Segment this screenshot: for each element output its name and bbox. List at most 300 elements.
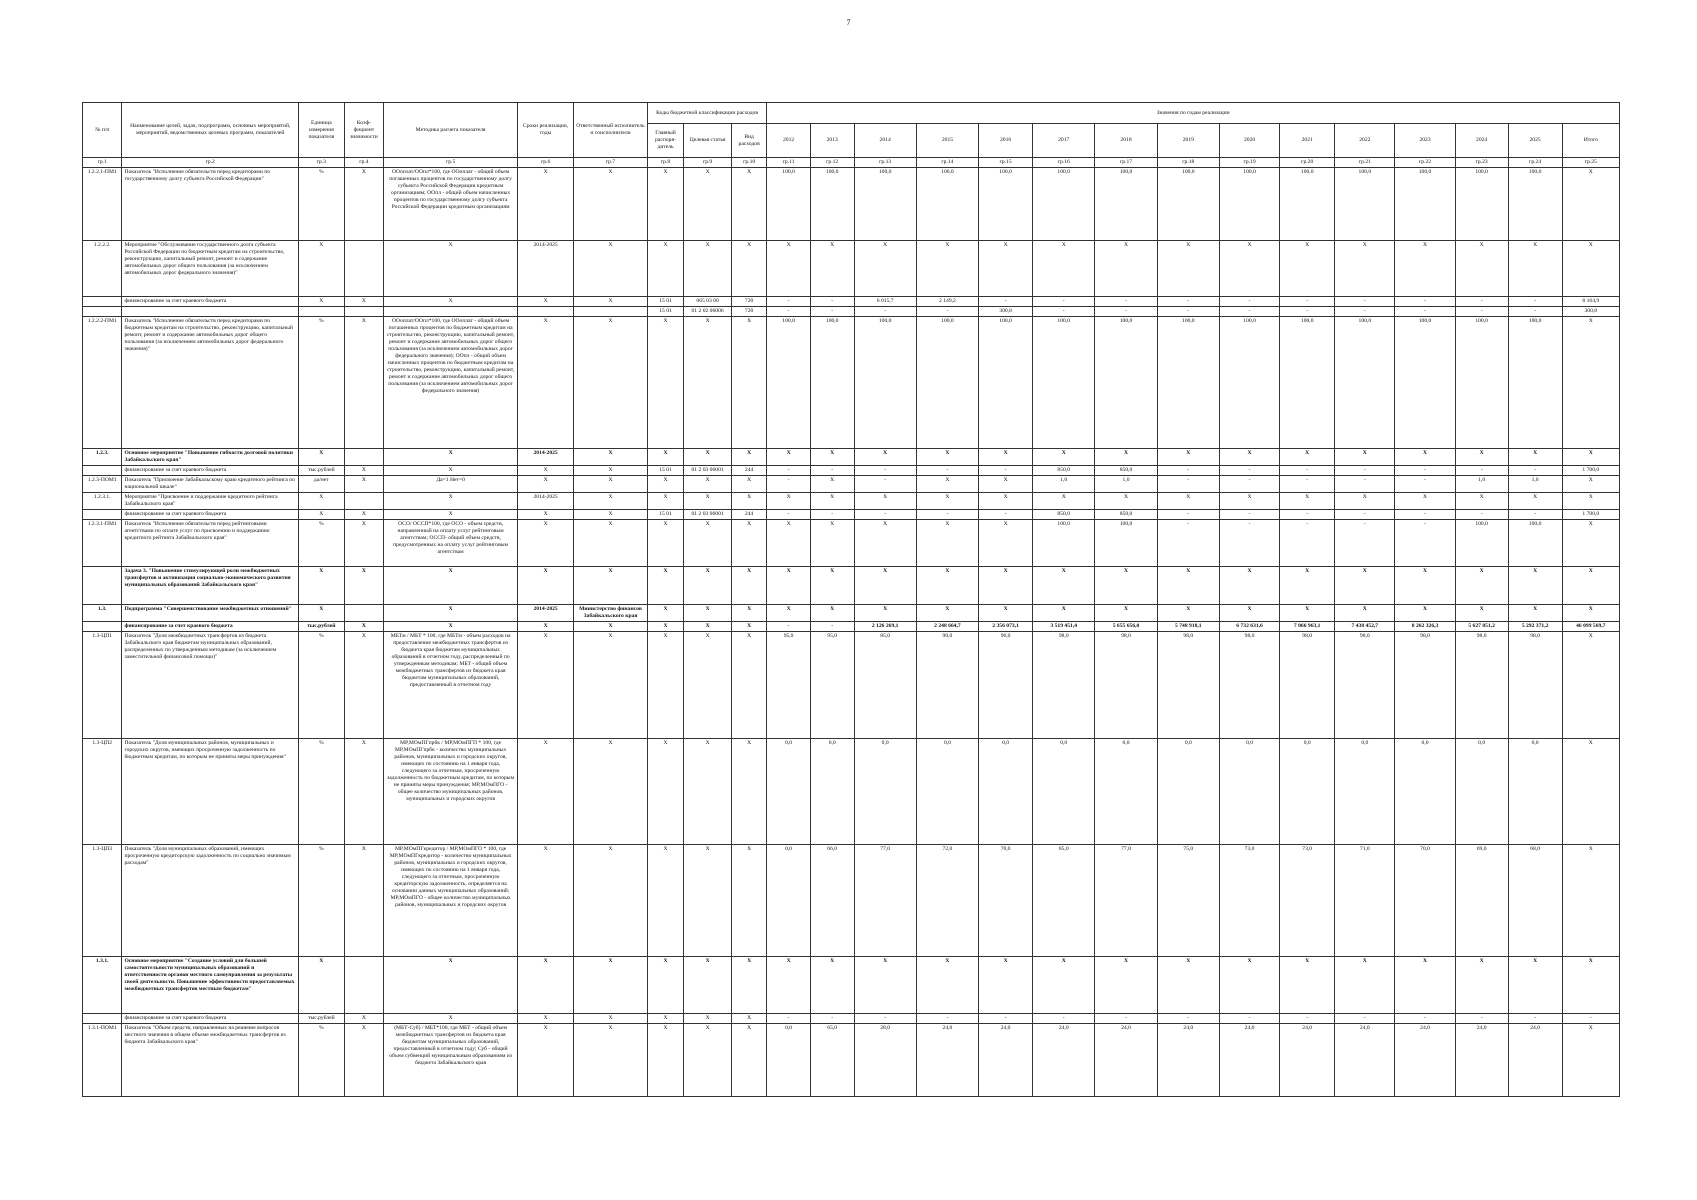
- table-cell: X: [1280, 605, 1335, 622]
- table-cell: X: [647, 739, 683, 845]
- table-cell: X: [1033, 241, 1095, 297]
- table-cell: 0,0: [1508, 739, 1562, 845]
- table-cell: X: [518, 957, 574, 1014]
- table-cell: 3 519 451,4: [1033, 622, 1095, 632]
- table-cell: 77,0: [1095, 845, 1157, 957]
- table-cell: X: [1219, 241, 1279, 297]
- table-cell: X: [647, 605, 683, 622]
- table-cell: X: [767, 449, 811, 466]
- table-cell: X: [916, 493, 978, 510]
- table-cell: X: [384, 605, 518, 622]
- table-cell: 69,0: [1455, 845, 1508, 957]
- table-cell: -: [1562, 1014, 1619, 1024]
- table-cell: X: [1157, 449, 1219, 466]
- table-cell: Подпрограмма "Совершенствование межбюджетных отношений": [122, 605, 299, 622]
- table-cell: 2 149,2: [916, 297, 978, 307]
- table-row: [83, 739, 1620, 845]
- table-cell: X: [1095, 567, 1157, 605]
- table-cell: ОСО/ ОССП*100, где ОСО - объем средств, направленный на оплату услуг рейтинговым агентствам; ОССП- общий объем средств, предусмотренных на оплату услуг рейтинговым агентствам: [384, 520, 518, 567]
- table-cell: X: [384, 449, 518, 466]
- table-cell: -: [1508, 466, 1562, 476]
- column-number-cell: гр.7: [574, 158, 648, 168]
- table-cell: 98,0: [1395, 632, 1455, 739]
- table-cell: X: [344, 567, 383, 605]
- table-cell: X: [344, 297, 383, 307]
- table-cell: X: [979, 493, 1033, 510]
- table-cell: 98,0: [1335, 632, 1395, 739]
- table-cell: 24,0: [1095, 1024, 1157, 1097]
- table-cell: -: [1508, 510, 1562, 520]
- table-cell: 24,0: [1280, 1024, 1335, 1097]
- table-row: [83, 1014, 1620, 1024]
- table-cell: X: [810, 520, 854, 567]
- table-row: [83, 168, 1620, 241]
- table-cell: X: [1335, 567, 1395, 605]
- table-cell: X: [344, 1014, 383, 1024]
- table-cell: X: [1455, 493, 1508, 510]
- table-cell: X: [1095, 605, 1157, 622]
- table-cell: X: [574, 1014, 648, 1024]
- table-cell: X: [344, 510, 383, 520]
- table-cell: [122, 307, 299, 317]
- table-cell: X: [1562, 493, 1619, 510]
- table-cell: 100,0: [810, 168, 854, 241]
- table-cell: X: [298, 449, 344, 466]
- table-cell: X: [979, 449, 1033, 466]
- table-cell: X: [810, 476, 854, 493]
- table-cell: финансирование за счет краевого бюджета: [122, 510, 299, 520]
- table-cell: X: [344, 317, 383, 449]
- table-cell: 0,0: [767, 1024, 811, 1097]
- table-cell: [344, 493, 383, 510]
- table-cell: 71,0: [1335, 845, 1395, 957]
- column-number-cell: гр.3: [298, 158, 344, 168]
- table-cell: 98,0: [1455, 632, 1508, 739]
- header-name: Наименование целей, задач, подпрограмм, основных мероприятий, мероприятий, ведомственных целевых программ, показателей: [122, 103, 299, 158]
- table-cell: X: [767, 567, 811, 605]
- table-cell: 0,0: [1455, 739, 1508, 845]
- table-cell: -: [1219, 1014, 1279, 1024]
- table-cell: 100,0: [1095, 317, 1157, 449]
- table-cell: [344, 307, 383, 317]
- year-header: 2023: [1395, 124, 1455, 158]
- table-cell: X: [731, 605, 766, 622]
- table-cell: 1.2.2.2.: [83, 241, 122, 297]
- table-cell: 1,0: [1508, 476, 1562, 493]
- table-cell: X: [1280, 567, 1335, 605]
- header-budget-codes: Коды бюджетной классификации расходов: [647, 103, 766, 124]
- table-cell: X: [647, 1014, 683, 1024]
- table-cell: X: [1219, 493, 1279, 510]
- table-cell: 24,0: [1033, 1024, 1095, 1097]
- table-cell: Да=1 Нет=0: [384, 476, 518, 493]
- column-number-cell: гр.24: [1508, 158, 1562, 168]
- table-cell: 0,0: [1335, 739, 1395, 845]
- table-cell: [83, 297, 122, 307]
- table-cell: X: [731, 739, 766, 845]
- table-cell: 100,0: [1033, 168, 1095, 241]
- table-cell: X: [1562, 520, 1619, 567]
- table-cell: X: [1219, 605, 1279, 622]
- table-cell: X: [647, 1024, 683, 1097]
- table-cell: X: [731, 168, 766, 241]
- table-cell: X: [854, 493, 916, 510]
- table-cell: X: [298, 493, 344, 510]
- table-cell: X: [1219, 957, 1279, 1014]
- table-cell: МБТм / МБТ * 100, где МБТм - объем расходов на предоставление межбюджетных трансфертов из бюджета края бюджетам муниципальных образований в отчетном году, распределенный по утвержденным методикам; МБТ - общий объем межбюджетных трансфертов из бюджета края бюджетам муниципальных образований, предоставленный в отчетном году: [384, 632, 518, 739]
- table-cell: 100,0: [1455, 520, 1508, 567]
- table-cell: X: [574, 622, 648, 632]
- table-cell: -: [1157, 520, 1219, 567]
- table-cell: ООоплат/ООпл*100, где ООоплат - общий объем погашенных процентов по государственному долгу субъекта Российской Федерации кредитным организациям; ООпл - общий объем начисленных процентов по государственному долгу субъекта Российской Федерации кредитным организациям: [384, 168, 518, 241]
- table-row: [83, 241, 1620, 297]
- table-cell: X: [1335, 493, 1395, 510]
- table-cell: [298, 307, 344, 317]
- table-cell: X: [647, 493, 683, 510]
- table-cell: 01 2 03 06001: [684, 510, 732, 520]
- table-cell: -: [1395, 476, 1455, 493]
- table-cell: X: [647, 520, 683, 567]
- table-cell: 75,0: [1157, 845, 1219, 957]
- table-cell: X: [854, 241, 916, 297]
- table-cell: X: [1508, 957, 1562, 1014]
- table-cell: [518, 307, 574, 317]
- table-cell: [83, 510, 122, 520]
- column-number-cell: гр.16: [1033, 158, 1095, 168]
- table-cell: 100,0: [854, 317, 916, 449]
- table-cell: X: [384, 567, 518, 605]
- table-cell: Показатель "Доля муниципальных образований, имеющих просроченную кредиторскую задолженность по социально значимым расходам": [122, 845, 299, 957]
- table-cell: X: [1095, 449, 1157, 466]
- table-cell: -: [1455, 1014, 1508, 1024]
- table-cell: 98,0: [1095, 632, 1157, 739]
- table-cell: X: [684, 632, 732, 739]
- table-cell: Показатель "Объем средств, направленных на решение вопросов местного значения в общем объеме межбюджетных трансфертов из бюджета Забайкальского края": [122, 1024, 299, 1097]
- table-cell: X: [574, 845, 648, 957]
- column-number-cell: гр.9: [684, 158, 732, 168]
- table-cell: X: [916, 241, 978, 297]
- table-cell: 100,0: [1508, 317, 1562, 449]
- table-cell: X: [731, 1024, 766, 1097]
- table-cell: X: [1033, 493, 1095, 510]
- table-row: [83, 1024, 1620, 1097]
- table-row: [83, 622, 1620, 632]
- table-cell: X: [518, 317, 574, 449]
- table-cell: X: [647, 622, 683, 632]
- table-cell: X: [767, 493, 811, 510]
- table-cell: 95,0: [767, 632, 811, 739]
- table-cell: 100,0: [854, 168, 916, 241]
- table-cell: X: [518, 622, 574, 632]
- table-cell: X: [1395, 493, 1455, 510]
- table-cell: Основное мероприятие "Создание условий для большей самостоятельности муниципальных образований и ответственности органов местного самоуправления за результаты своей деятельности. Повышение эффективности предоставляемых межбюджетных трансфертов местным бюджетам": [122, 957, 299, 1014]
- table-row: [83, 567, 1620, 605]
- table-cell: X: [916, 520, 978, 567]
- table-cell: X: [1395, 449, 1455, 466]
- table-cell: 850,0: [1033, 466, 1095, 476]
- column-number-cell: гр.4: [344, 158, 383, 168]
- header-method: Методика расчета показателя: [384, 103, 518, 158]
- table-cell: -: [767, 307, 811, 317]
- table-cell: X: [1562, 605, 1619, 622]
- table-cell: -: [1157, 476, 1219, 493]
- table-cell: -: [1280, 307, 1335, 317]
- table-cell: X: [518, 1014, 574, 1024]
- year-header: 2014: [854, 124, 916, 158]
- table-cell: 98,0: [1033, 632, 1095, 739]
- table-cell: X: [1508, 567, 1562, 605]
- table-cell: X: [574, 168, 648, 241]
- table-cell: X: [344, 739, 383, 845]
- table-cell: -: [854, 466, 916, 476]
- table-cell: X: [731, 493, 766, 510]
- table-cell: X: [518, 739, 574, 845]
- table-cell: 24,0: [1455, 1024, 1508, 1097]
- header-executor: Ответственный исполнитель и соисполнители: [574, 103, 648, 158]
- table-cell: [83, 1014, 122, 1024]
- table-cell: 100,0: [767, 317, 811, 449]
- table-cell: Показатель "Присвоение Забайкальскому краю кредитного рейтинга по национальной шкале": [122, 476, 299, 493]
- table-cell: 70,0: [979, 845, 1033, 957]
- table-cell: X: [731, 520, 766, 567]
- table-cell: 24,0: [1395, 1024, 1455, 1097]
- table-cell: X: [574, 297, 648, 307]
- table-cell: X: [1157, 493, 1219, 510]
- table-cell: 5 655 656,0: [1095, 622, 1157, 632]
- table-cell: X: [384, 957, 518, 1014]
- table-cell: -: [810, 510, 854, 520]
- table-cell: X: [344, 520, 383, 567]
- column-number-cell: гр.21: [1335, 158, 1395, 168]
- table-cell: 850,0: [1095, 510, 1157, 520]
- table-cell: X: [684, 605, 732, 622]
- table-cell: -: [1157, 307, 1219, 317]
- table-cell: X: [684, 1024, 732, 1097]
- table-cell: 300,8: [979, 307, 1033, 317]
- table-cell: Показатель "Исполнение обязательств перед кредиторами по государственному долгу субъекта Российской Федерации": [122, 168, 299, 241]
- table-cell: X: [1562, 739, 1619, 845]
- table-cell: -: [810, 307, 854, 317]
- table-row: [83, 307, 1620, 317]
- column-number-cell: гр.15: [979, 158, 1033, 168]
- table-cell: X: [810, 493, 854, 510]
- table-cell: X: [916, 957, 978, 1014]
- table-cell: -: [1157, 297, 1219, 307]
- table-cell: X: [574, 317, 648, 449]
- table-cell: X: [1508, 241, 1562, 297]
- table-cell: 24,0: [1508, 1024, 1562, 1097]
- table-cell: 0,0: [1157, 739, 1219, 845]
- table-cell: X: [1508, 605, 1562, 622]
- column-number-cell: гр.19: [1219, 158, 1279, 168]
- table-cell: X: [1455, 449, 1508, 466]
- table-cell: X: [647, 845, 683, 957]
- table-cell: X: [344, 622, 383, 632]
- table-cell: -: [1095, 297, 1157, 307]
- table-cell: %: [298, 1024, 344, 1097]
- table-cell: 24,0: [916, 1024, 978, 1097]
- year-header: 2016: [979, 124, 1033, 158]
- table-cell: -: [1219, 476, 1279, 493]
- table-cell: [574, 307, 648, 317]
- table-cell: [83, 307, 122, 317]
- table-cell: 0,0: [979, 739, 1033, 845]
- table-cell: 1.2.3.: [83, 449, 122, 466]
- table-cell: X: [767, 520, 811, 567]
- table-cell: X: [1562, 957, 1619, 1014]
- table-cell: X: [916, 567, 978, 605]
- table-cell: X: [1335, 449, 1395, 466]
- table-cell: -: [1095, 307, 1157, 317]
- table-cell: X: [979, 605, 1033, 622]
- table-cell: -: [1455, 307, 1508, 317]
- table-cell: X: [384, 510, 518, 520]
- table-cell: 2 356 073,1: [979, 622, 1033, 632]
- column-number-cell: гр.11: [767, 158, 811, 168]
- table-cell: X: [731, 241, 766, 297]
- table-cell: %: [298, 632, 344, 739]
- table-cell: -: [1280, 510, 1335, 520]
- table-cell: %: [298, 739, 344, 845]
- table-cell: 90,0: [916, 632, 978, 739]
- table-cell: X: [1562, 476, 1619, 493]
- table-cell: X: [518, 168, 574, 241]
- table-cell: -: [1033, 307, 1095, 317]
- table-cell: 0,0: [854, 739, 916, 845]
- table-cell: X: [1508, 449, 1562, 466]
- table-cell: -: [854, 510, 916, 520]
- table-row: [83, 510, 1620, 520]
- table-cell: 720: [731, 297, 766, 307]
- table-cell: X: [1562, 449, 1619, 466]
- table-cell: 100,0: [1095, 520, 1157, 567]
- table-cell: X: [684, 845, 732, 957]
- table-cell: X: [298, 957, 344, 1014]
- year-header: 2020: [1219, 124, 1279, 158]
- table-cell: X: [1219, 567, 1279, 605]
- table-cell: 100,0: [1219, 168, 1279, 241]
- table-cell: Основное мероприятие "Повышение гибкости долговой политики Забайкальского края": [122, 449, 299, 466]
- table-cell: X: [1562, 168, 1619, 241]
- table-cell: 98,0: [1157, 632, 1219, 739]
- table-cell: 244: [731, 466, 766, 476]
- table-cell: -: [1508, 297, 1562, 307]
- table-cell: X: [684, 567, 732, 605]
- table-cell: -: [1335, 476, 1395, 493]
- table-cell: X: [298, 241, 344, 297]
- table-cell: -: [1455, 510, 1508, 520]
- table-cell: -: [854, 307, 916, 317]
- table-cell: 15 01: [647, 510, 683, 520]
- table-cell: [344, 605, 383, 622]
- table-cell: X: [1395, 605, 1455, 622]
- table-cell: X: [574, 466, 648, 476]
- table-cell: 1.3.: [83, 605, 122, 622]
- table-cell: X: [384, 466, 518, 476]
- table-cell: 46 099 569,7: [1562, 622, 1619, 632]
- table-row: [83, 466, 1620, 476]
- table-cell: -: [979, 297, 1033, 307]
- table-cell: 7 066 963,1: [1280, 622, 1335, 632]
- table-cell: X: [1562, 632, 1619, 739]
- table-cell: X: [979, 957, 1033, 1014]
- program-indicators-table: [82, 102, 1620, 1097]
- table-cell: X: [1562, 567, 1619, 605]
- table-cell: X: [854, 567, 916, 605]
- header-code-grbs: Главный распоря- дитель: [647, 124, 683, 158]
- table-cell: 70,0: [1395, 845, 1455, 957]
- table-cell: X: [731, 632, 766, 739]
- table-cell: -: [1335, 307, 1395, 317]
- table-cell: -: [916, 307, 978, 317]
- table-cell: X: [518, 520, 574, 567]
- table-cell: -: [1508, 1014, 1562, 1024]
- table-cell: X: [979, 241, 1033, 297]
- table-cell: 0,0: [1033, 739, 1095, 845]
- table-cell: [344, 957, 383, 1014]
- year-header: 2012: [767, 124, 811, 158]
- table-cell: 24,0: [1335, 1024, 1395, 1097]
- table-cell: 100,0: [1508, 168, 1562, 241]
- table-cell: X: [384, 622, 518, 632]
- table-cell: 100,0: [1508, 520, 1562, 567]
- table-cell: 1.2.3.1-ПМ1: [83, 520, 122, 567]
- column-number-cell: гр.1: [83, 158, 122, 168]
- table-cell: X: [1508, 493, 1562, 510]
- table-cell: 77,0: [854, 845, 916, 957]
- table-cell: 24,0: [1157, 1024, 1219, 1097]
- table-cell: X: [854, 605, 916, 622]
- table-cell: Показатель "Исполнение обязательств перед рейтинговыми агентствами по оплате услуг по присвоению и поддержанию кредитного рейтинга Забайкальского края": [122, 520, 299, 567]
- table-cell: X: [298, 297, 344, 307]
- table-cell: X: [767, 605, 811, 622]
- table-cell: X: [1562, 317, 1619, 449]
- table-cell: X: [1455, 957, 1508, 1014]
- table-cell: X: [810, 449, 854, 466]
- table-cell: -: [1335, 297, 1395, 307]
- column-number-cell: гр.17: [1095, 158, 1157, 168]
- table-cell: 1.3.1-ПОМ1: [83, 1024, 122, 1097]
- table-cell: 2 126 269,1: [854, 622, 916, 632]
- table-cell: X: [1157, 605, 1219, 622]
- table-cell: -: [1033, 297, 1095, 307]
- table-cell: X: [854, 520, 916, 567]
- table-cell: X: [1280, 957, 1335, 1014]
- table-row: [83, 520, 1620, 567]
- table-cell: X: [684, 520, 732, 567]
- table-cell: -: [916, 466, 978, 476]
- table-cell: X: [684, 622, 732, 632]
- table-cell: X: [731, 845, 766, 957]
- table-cell: 0,0: [1395, 739, 1455, 845]
- table-cell: X: [1395, 957, 1455, 1014]
- table-cell: 100,0: [1033, 520, 1095, 567]
- table-cell: Министерство финансов Забайкальского края: [574, 605, 648, 622]
- table-cell: 5 292 371,2: [1508, 622, 1562, 632]
- header-unit: Единица измерения показателя: [298, 103, 344, 158]
- table-cell: 72,0: [916, 845, 978, 957]
- table-cell: X: [1095, 241, 1157, 297]
- table-cell: -: [1219, 466, 1279, 476]
- table-cell: X: [1455, 567, 1508, 605]
- table-cell: 244: [731, 510, 766, 520]
- table-cell: X: [731, 476, 766, 493]
- table-cell: 100,0: [1455, 317, 1508, 449]
- table-cell: 100,0: [1157, 168, 1219, 241]
- table-cell: -: [1157, 510, 1219, 520]
- table-cell: X: [518, 510, 574, 520]
- table-row: [83, 476, 1620, 493]
